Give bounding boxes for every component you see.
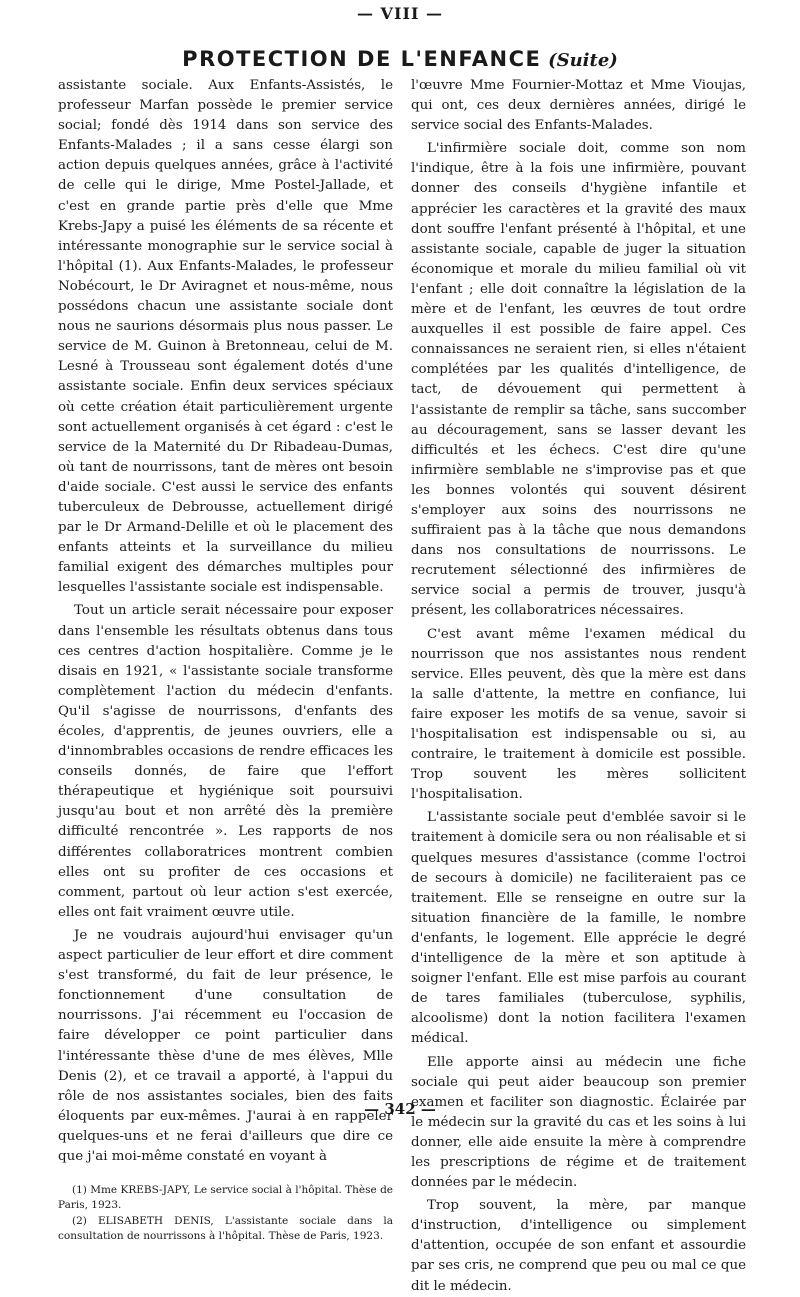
paragraph: Elle apporte ainsi au médecin une fiche sociale qui peut aider beaucoup son premier examen et faciliter son diagnostic. Éclairée par le médecin sur la gravité du cas et les soins à lui donner, elle aide ensuite la mère à comprendre les prescriptions de régime et de traitement données par le médecin.	[411, 1054, 746, 1191]
paragraph: Tout un article serait nécessaire pour exposer dans l'ensemble les résultats obtenus dans tous ces centres d'action hospitalière. Comme je le disais en 1921, « l'assistante sociale transforme complètement l'action du médecin d'enfants. Qu'il s'agisse de nourrissons, d'enfants des écoles, d'apprentis, de jeunes ouvriers, elle a d'innombrables occasions de rendre efficaces les conseils donnés, de faire que l'effort thérapeutique et hygiénique soit poursuivi jusqu'au bout et non arrêté dès la première difficulté rencontrée ». Les rapports de nos différentes collaboratrices montrent combien elles ont su profiter de ces occasions et comment, partout où leur action s'est exercée, elles ont fait vraiment œuvre utile.	[58, 603, 393, 920]
page-folio: — 342 —	[364, 1100, 436, 1118]
paragraph: l'œuvre Mme Fournier-Mottaz et Mme Vioujas, qui ont, ces deux dernières années, dirigé le service social des Enfants-Malades.	[411, 78, 746, 134]
page-title	[0, 46, 800, 74]
paragraph: L'assistante sociale peut d'emblée savoir si le traitement à domicile sera ou non réalisable et si quelques mesures d'assistance (comme l'octroi de secours à domicile) ne faciliteraient pas ce traitement. Elle se renseigne en outre sur la situation financière de la famille, le nombre d'enfants, le logement. Elle apprécie le degré d'intelligence de la mère et son aptitude à soigner l'enfant. Elle est mise parfois au courant de tares familiales (tuberculose, syphilis, alcoolisme) dont la notion facilitera l'examen médical.	[411, 810, 746, 1047]
left-column	[58, 76, 393, 1245]
paragraph: assistante sociale. Aux Enfants-Assistés, le professeur Marfan possède le premier service social; fondé dès 1914 dans son service des Enfants-Malades ; il a sans cesse élargi son action depuis quelques années, grâce à l'activité de celle qui le dirige, Mme Postel-Jallade, et c'est en grande partie près d'elle que Mme Krebs-Japy a puisé les éléments de sa récente et intéressante monographie sur le service social à l'hôpital (1). Aux Enfants-Malades, le professeur Nobécourt, le Dr Aviragnet et nous-même, nous possédons chacun une assistante sociale dont nous ne saurions désormais plus nous passer. Le service de M. Guinon à Bretonneau, celui de M. Lesné à Trousseau sont également dotés d'une assistante sociale. Enfin deux services spéciaux où cette création était particulièrement urgente sont actuellement organisés à cet égard : c'est le service de la Maternité du Dr Ribadeau-Dumas, où tant de nourrissons, tant de mères ont besoin d'aide sociale. C'est aussi le service des enfants tuberculeux de Debrousse, actuellement dirigé par le Dr Armand-Delille et où le placement des enfants atteints et la surveillance du milieu familial exigent des démarches multiples pour lesquelles l'assistante sociale est indispensable.	[58, 78, 393, 596]
title-main: PROTECTION DE L'ENFANCE	[182, 47, 542, 71]
paragraph: Trop souvent, la mère, par manque d'instruction, d'intelligence ou simplement d'attention, occupée de son enfant et assourdie par ses cris, ne comprend que peu ou mal ce que dit le médecin.	[411, 1198, 746, 1294]
paragraph: L'infirmière sociale doit, comme son nom l'indique, être à la fois une infirmière, pouvant donner des conseils d'hygiène infantile et apprécier les caractères et la gravité des maux dont souffre l'enfant présenté à l'hôpital, et une assistante sociale, capable de juger la situation économique et morale du milieu familial où vit l'enfant ; elle doit connaître la législation de la mère et de l'enfant, les œuvres de tout ordre auxquelles il est possible de faire appel. Ces connaissances ne seraient rien, si elles n'étaient complétées par les qualités d'intelligence, de tact, de dévouement qui permettent à l'assistante de remplir sa tâche, sans succomber au découragement, sans se lasser devant les difficultés et les échecs. C'est dire qu'une infirmière semblable ne s'improvise pas et que les bonnes volontés qui souvent désirent s'employer aux soins des nourrissons ne suffiraient pas à la tâche que nous demandons dans nos consultations de nourrissons. Le recrutement sélectionné des infirmières de service social a permis de trouver, jusqu'à présent, les collaboratrices nécessaires.	[411, 141, 746, 619]
roman-page-number: — VIII —	[356, 4, 443, 23]
title-suite: (Suite)	[548, 50, 618, 71]
paragraph: Je ne voudrais aujourd'hui envisager qu'un aspect particulier de leur effort et dire comment s'est transformé, du fait de leur présence, le fonctionnement d'une consultation de nourrissons. J'ai récemment eu l'occasion de faire développer ce point particulier dans l'intéressante thèse d'une de mes élèves, Mlle Denis (2), et ce travail a apporté, à l'appui du rôle de nos assistantes sociales, bien des faits éloquents par eux-mêmes. J'aurai à en rappeler quelques-uns et ne ferai d'ailleurs que dire ce que j'ai moi-même constaté en voyant à	[58, 927, 393, 1164]
footnotes	[58, 1183, 393, 1243]
footnote: (1) Mme KREBS-JAPY, Le service social à l'hôpital. Thèse de Paris, 1923.	[58, 1184, 393, 1211]
footnote: (2) ELISABETH DENIS, L'assistante sociale dans la consultation de nourrissons à l'hôpital. Thèse de Paris, 1923.	[58, 1215, 393, 1242]
paragraph: C'est avant même l'examen médical du nourrisson que nos assistantes nous rendent service. Elles peuvent, dès que la mère est dans la salle d'attente, la mettre en confiance, lui faire exposer les motifs de sa venue, savoir si l'hospitalisation est indispensable ou si, au contraire, le traitement à domicile est possible. Trop souvent les mères sollicitent l'hospitalisation.	[411, 626, 746, 803]
